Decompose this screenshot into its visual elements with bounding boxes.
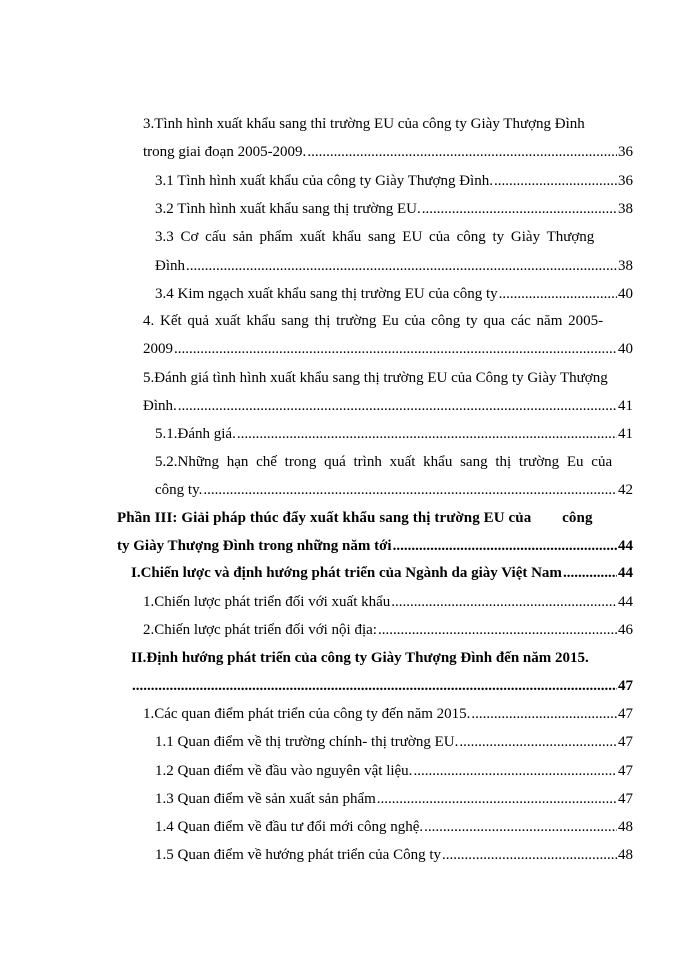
dot-leader [377,788,617,810]
toc-entry-II-cont[interactable] [131,675,633,697]
toc-entry-5-2[interactable] [155,451,633,473]
dot-leader [393,535,617,557]
toc-entry-text: II.Định hướng phát triển của công ty Giày Thượng Đình đến năm 2015. [131,650,589,666]
dot-leader [494,170,617,192]
toc-entry-II-1-4[interactable] [155,816,633,838]
toc-entry-II-1-3[interactable] [155,788,633,810]
toc-entry-text: 1.Các quan điểm phát triển của công ty đến năm 2015. [143,706,471,722]
toc-entry-4-cont[interactable] [143,338,633,360]
toc-entry-text: 3.2 Tình hình xuất khẩu sang thị trường EU. [155,201,421,217]
toc-entry-text: 1.3 Quan điểm về sản xuất sản phẩm [155,791,376,807]
toc-entry-I-1[interactable] [143,591,633,613]
toc-page-number: 44 [618,594,633,610]
toc-page-number: 42 [618,482,633,498]
toc-entry-text: 2.Chiến lược phát triển đối với nội địa: [143,622,377,638]
toc-entry-text: trong giai đoạn 2005-2009. [143,144,307,160]
toc-page-number: 47 [618,763,633,779]
toc-entry-5-1[interactable] [155,423,633,445]
toc-entry-text: 5.2.Những hạn chế trong quá trình xuất khẩu sang thị trường Eu của [155,454,613,470]
toc-entry-text: Đình. [143,398,177,414]
toc-entry-text: 5.Đánh giá tình hình xuất khẩu sang thị trường EU của Công ty Giày Thượng [143,370,608,386]
dot-leader [178,395,617,417]
toc-page-number: 41 [618,398,633,414]
toc-page-number: 38 [618,201,633,217]
toc-entry-text: ty Giày Thượng Đình trong những năm tới [117,538,392,554]
toc-entry-text: 1.2 Quan điểm về đầu vào nguyên vật liệu. [155,763,413,779]
toc-page-number: 41 [618,426,633,442]
toc-entry-I-2[interactable] [143,619,633,641]
toc-page-number: 47 [618,706,633,722]
dot-leader [413,760,617,782]
toc-entry-text: 4. Kết quả xuất khẩu sang thị trường Eu của công ty qua các năm 2005- [143,313,604,329]
toc-entry-II-1-1[interactable] [155,731,633,753]
toc-entry-text: 1.4 Quan điểm về đầu tư đổi mới công nghệ. [155,819,424,835]
toc-page-number: 47 [618,734,633,750]
toc-entry-text: 3.3 Cơ cấu sản phẩm xuất khẩu sang EU của công ty Giày Thượng [155,229,595,245]
toc-entry-3-3-cont[interactable] [155,255,633,277]
toc-page-number: 48 [618,819,633,835]
dot-leader [378,619,617,641]
toc-entry-I[interactable] [131,562,633,584]
toc-entry-text: 3.Tình hình xuất khẩu sang thỉ trường EU của công ty Giày Thượng Đình [143,116,585,132]
dot-leader [307,141,617,163]
toc-page-number: 44 [618,538,633,554]
toc-entry-text: công ty. [155,482,203,498]
toc-entry-text: Đình [155,258,185,274]
toc-page-number: 47 [618,791,633,807]
dot-leader [132,675,617,697]
toc-entry-text: 1.1 Quan điểm về thị trường chính- thị trường EU. [155,734,459,750]
dot-leader [422,198,617,220]
dot-leader [203,479,617,501]
toc-entry-3-3[interactable] [155,226,633,248]
toc-entry-3-4[interactable] [155,283,633,305]
toc-page-number: 44 [618,565,633,581]
toc-entry-text: I.Chiến lược và định hướng phát triển của Ngành da giày Việt Nam [131,565,562,581]
toc-entry-text: 5.1.Đánh giá. [155,426,236,442]
toc-entry-II-1-2[interactable] [155,760,633,782]
toc-entry-3-2[interactable] [155,198,633,220]
toc-entry-5[interactable] [143,367,633,389]
toc-entry-text: 1.Chiến lược phát triển đối với xuất khẩu [143,594,391,610]
dot-leader [442,844,617,866]
toc-entry-text: 3.4 Kim ngạch xuất khẩu sang thị trường EU của công ty [155,286,498,302]
toc-page-number: 36 [618,144,633,160]
toc-page-number: 40 [618,341,633,357]
toc-page-number: 38 [618,258,633,274]
toc-entry-text: 3.1 Tình hình xuất khẩu của công ty Giày Thượng Đình. [155,173,493,189]
toc-entry-4[interactable] [143,310,633,332]
toc-entry-3-cont[interactable] [143,141,633,163]
toc-entry-part-3-cont[interactable] [117,535,633,557]
toc-entry-3[interactable] [143,113,633,135]
dot-leader [563,562,617,584]
dot-leader [174,338,617,360]
toc-entry-II[interactable] [131,647,633,669]
toc-entry-text: 2009 [143,341,173,357]
dot-leader [424,816,617,838]
dot-leader [459,731,617,753]
dot-leader [186,255,617,277]
toc-entry-text: Phần III: Giải pháp thúc đẩy xuất khẩu sang thị trường EU của công [117,510,593,526]
toc-page-number: 47 [618,678,633,694]
dot-leader [391,591,617,613]
dot-leader [471,703,617,725]
dot-leader [237,423,617,445]
toc-page-number: 36 [618,173,633,189]
dot-leader [499,283,617,305]
toc-entry-text: 1.5 Quan điểm về hướng phát triển của Công ty [155,847,442,863]
toc-page-number: 48 [618,847,633,863]
toc-entry-3-1[interactable] [155,170,633,192]
toc-entry-5-cont[interactable] [143,395,633,417]
toc-page-number: 46 [618,622,633,638]
toc-entry-5-2-cont[interactable] [155,479,633,501]
toc-page-number: 40 [618,286,633,302]
toc-entry-II-1-5[interactable] [155,844,633,866]
toc-entry-part-3[interactable] [117,507,633,529]
toc-entry-II-1[interactable] [143,703,633,725]
